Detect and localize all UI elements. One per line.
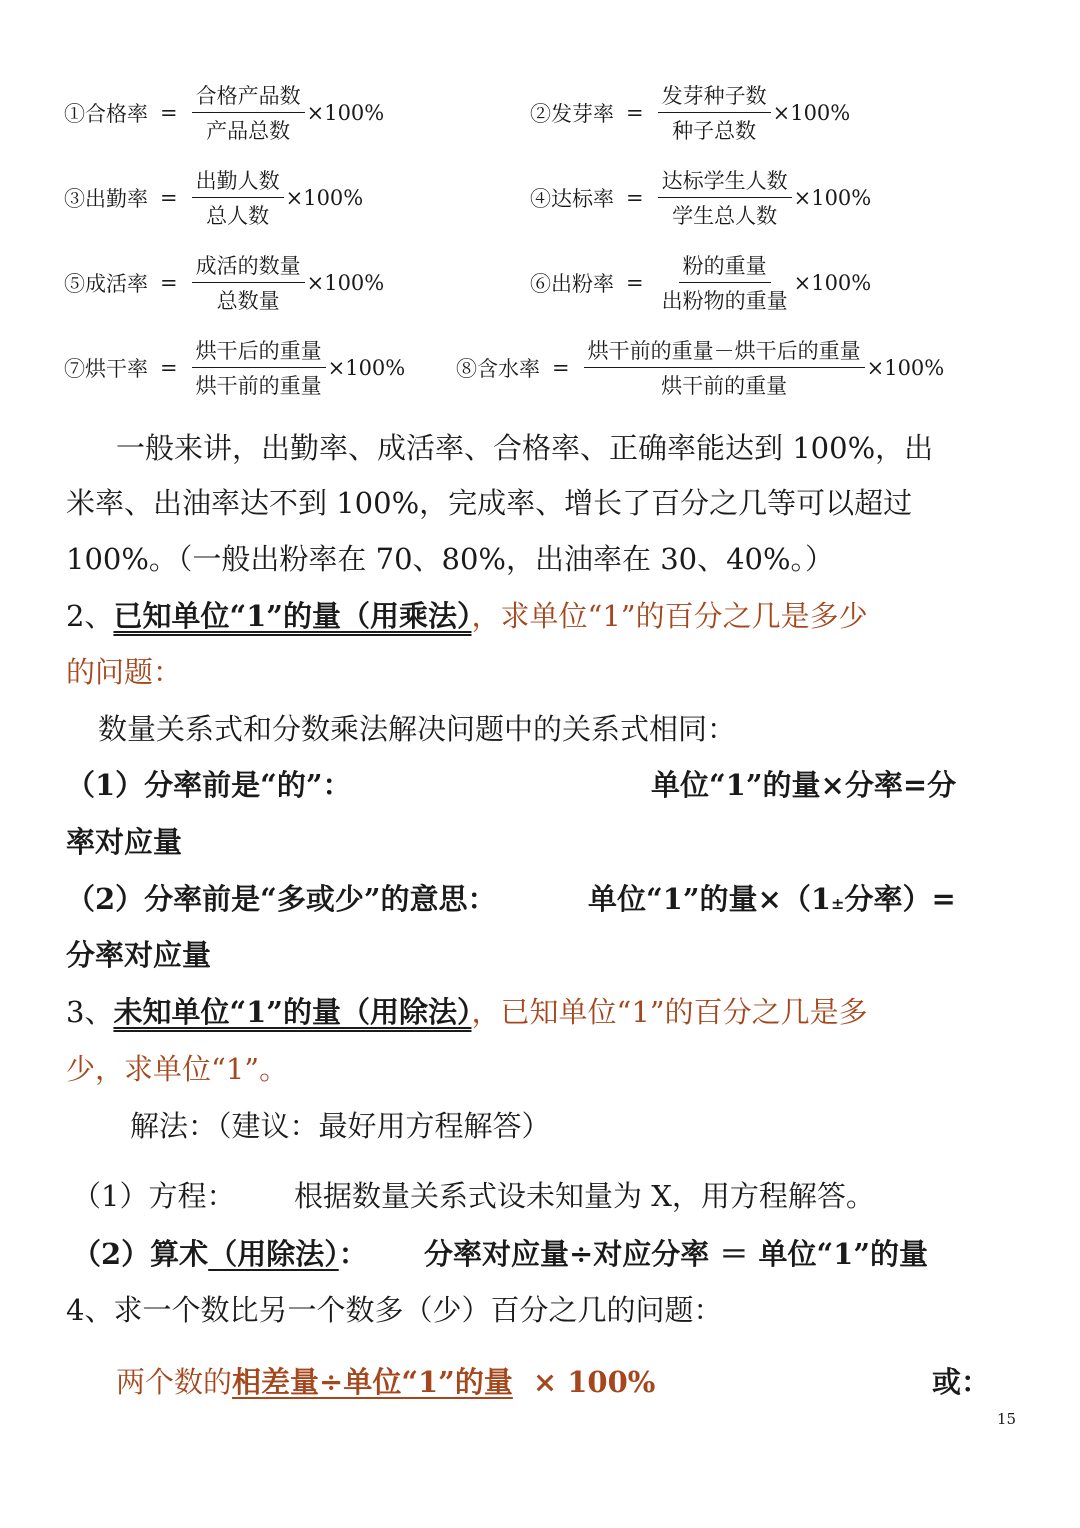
- formula-water-content: ⑧含水率 = $\frac{\text{烘干前的重量－烘干后的重量}}{\text{烘干前的重量}}$ ×100%: [456, 335, 944, 400]
- section-2-heading-cont: 的问题：: [66, 655, 183, 689]
- fraction: $\frac{\text{出勤人数}}{\text{总人数}}$: [192, 165, 284, 230]
- section-3-heading-cont: 少，求单位“1”。: [66, 1052, 289, 1086]
- formula-label: ③出勤率: [64, 186, 148, 211]
- formula-qualification-rate: ①合格率 = $\frac{\text{合格产品数}}{\text{产品总数}}$ ×100%: [64, 80, 384, 145]
- fraction: $\frac{\text{合格产品数}}{\text{产品总数}}$: [192, 80, 305, 145]
- fraction: $\frac{\text{粉的重量}}{\text{出粉物的重量}}$: [658, 250, 792, 315]
- case-2-label: （2）分率前是“多或少”的意思：: [66, 882, 497, 916]
- formula-survival-rate: ⑤成活率 = $\frac{\text{成活的数量}}{\text{总数量}}$ ×100%: [64, 250, 384, 315]
- formula-label: ①合格率: [64, 101, 148, 126]
- method-2-label: （2）算术（用除法）：: [72, 1237, 368, 1271]
- or-text: 或：: [932, 1365, 991, 1399]
- formula-germination-rate: ②发芽率 = $\frac{\text{发芽种子数}}{\text{种子总数}}$ ×100%: [530, 80, 850, 145]
- formula-flour-rate: ⑥出粉率 = $\frac{\text{粉的重量}}{\text{出粉物的重量}}$ ×100%: [530, 250, 871, 315]
- case-2-formula: 单位“1”的量×（1±分率）=: [588, 882, 956, 916]
- known-unit-phrase: 已知单位“1”的量（用乘法）: [113, 599, 472, 633]
- method-2-formula: 分率对应量÷对应分率 ＝ 单位“1”的量: [424, 1237, 929, 1271]
- section-4-heading: 4、求一个数比另一个数多（少）百分之几的问题：: [66, 1293, 723, 1327]
- formula-label: ④达标率: [530, 186, 614, 211]
- section-2-heading: 2、已知单位“1”的量（用乘法），求单位“1”的百分之几是多少: [66, 599, 868, 633]
- section-2-desc: 数量关系式和分数乘法解决问题中的关系式相同：: [98, 712, 737, 746]
- formula-drying-rate: ⑦烘干率 = $\frac{\text{烘干后的重量}}{\text{烘干前的重量}}$ ×100%: [64, 335, 405, 400]
- section-4-formula: 两个数的相差量÷单位“1”的量 × 100%: [116, 1365, 656, 1399]
- method-1-label: （1）方程：: [72, 1179, 236, 1213]
- formula-label: ②发芽率: [530, 101, 614, 126]
- case-1-label: （1）分率前是“的”：: [66, 768, 352, 802]
- case-1-formula-cont: 率对应量: [66, 825, 183, 859]
- fraction: $\frac{\text{烘干后的重量}}{\text{烘干前的重量}}$: [192, 335, 326, 400]
- fraction: $\frac{\text{达标学生人数}}{\text{学生总人数}}$: [658, 165, 792, 230]
- formula-label: ⑤成活率: [64, 271, 148, 296]
- formula-attendance-rate: ③出勤率 = $\frac{\text{出勤人数}}{\text{总人数}}$ ×100%: [64, 165, 363, 230]
- section-3-method: 解法：（建议：最好用方程解答）: [130, 1109, 551, 1143]
- formula-label: ⑧含水率: [456, 356, 540, 381]
- page-number: 15: [997, 1410, 1017, 1428]
- fraction: $\frac{\text{发芽种子数}}{\text{种子总数}}$: [658, 80, 771, 145]
- section-3-heading: 3、未知单位“1”的量（用除法），已知单位“1”的百分之几是多: [66, 995, 868, 1029]
- formula-label: ⑥出粉率: [530, 271, 614, 296]
- case-1-formula: 单位“1”的量×分率=分: [651, 768, 957, 802]
- method-1-desc: 根据数量关系式设未知量为 X，用方程解答。: [294, 1179, 875, 1213]
- formula-label: ⑦烘干率: [64, 356, 148, 381]
- unknown-unit-phrase: 未知单位“1”的量（用除法）: [113, 995, 472, 1029]
- paragraph-line-2: 米率、出油率达不到 100%，完成率、增长了百分之几等可以超过: [66, 486, 913, 520]
- paragraph-line-3: 100%。（一般出粉率在 70、80%，出油率在 30、40%。）: [66, 542, 835, 576]
- fraction: $\frac{\text{成活的数量}}{\text{总数量}}$: [192, 250, 305, 315]
- paragraph-line-1: 一般来讲，出勤率、成活率、合格率、正确率能达到 100%，出: [116, 431, 934, 465]
- fraction: $\frac{\text{烘干前的重量－烘干后的重量}}{\text{烘干前的重量}}$: [584, 335, 865, 400]
- case-2-formula-cont: 分率对应量: [66, 938, 212, 972]
- formula-pass-rate: ④达标率 = $\frac{\text{达标学生人数}}{\text{学生总人数}}$ ×100%: [530, 165, 871, 230]
